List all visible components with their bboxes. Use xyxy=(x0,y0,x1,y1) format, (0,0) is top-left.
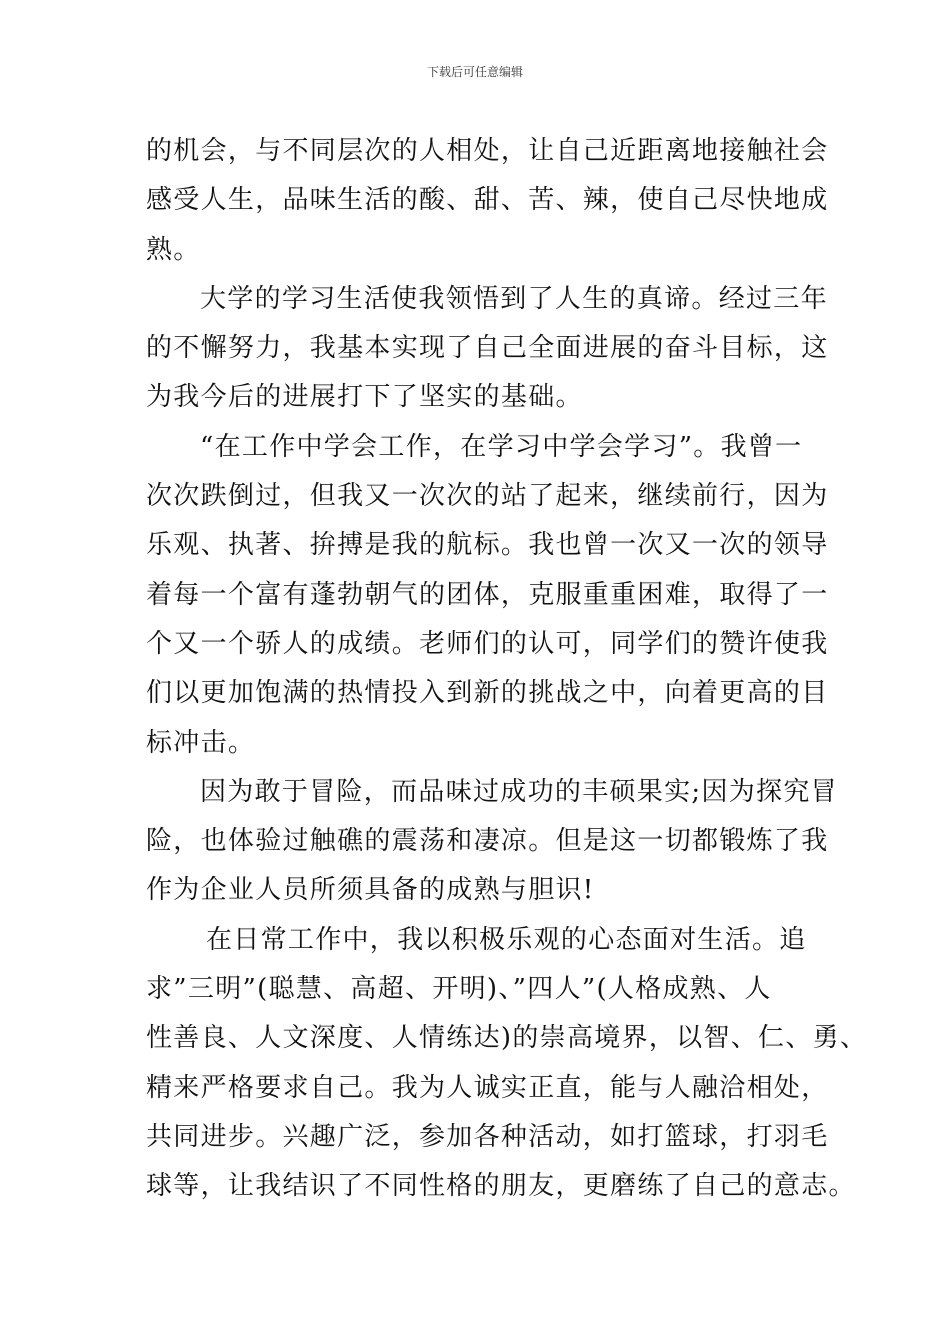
text-line: 们以更加饱满的热情投入到新的挑战之中，向着更高的目 xyxy=(146,678,829,709)
text-line: 共同进步。兴趣广泛，参加各种活动，如打篮球，打羽毛 xyxy=(146,1121,829,1152)
text-line: 为我今后的进展打下了坚实的基础。 xyxy=(146,382,583,413)
page-header: 下载后可任意编辑 xyxy=(426,65,523,79)
text-line: 大学的学习生活使我领悟到了人生的真谛。经过三年 xyxy=(200,283,828,314)
text-line: 险，也体验过触礁的震荡和凄凉。但是这一切都锻炼了我 xyxy=(146,826,829,857)
text-line: 的机会，与不同层次的人相处，让自己近距离地接触社会 xyxy=(146,136,829,166)
text-line: “在工作中学会工作，在学习中学会学习”。我曾一 xyxy=(200,431,803,462)
text-line: 感受人生，品味生活的酸、甜、苦、辣，使自己尽快地成 xyxy=(146,185,829,216)
text-line: 乐观、执著、拚搏是我的航标。我也曾一次又一次的领导 xyxy=(146,530,829,561)
text-line: 熟。 xyxy=(146,234,201,265)
document-body xyxy=(146,127,868,1212)
text-line: 标冲击。 xyxy=(146,727,256,758)
text-line: 作为企业人员所须具备的成熟与胆识! xyxy=(146,875,595,906)
text-line: 因为敢于冒险，而品味过成功的丰硕果实;因为探究冒 xyxy=(200,776,838,807)
text-line: 次次跌倒过，但我又一次次的站了起来，继续前行，因为 xyxy=(146,481,829,512)
text-line: 个又一个骄人的成绩。老师们的认可，同学们的赞许使我 xyxy=(146,628,829,659)
text-line: 求”三明”(聪慧、高超、开明)、”四人”(人格成熟、人 xyxy=(146,974,772,1005)
text-line: 精来严格要求自己。我为人诚实正直，能与人融洽相处， xyxy=(146,1072,829,1103)
text-line: 在日常工作中，我以积极乐观的心态面对生活。追 xyxy=(206,924,807,955)
text-line: 球等，让我结识了不同性格的朋友，更磨练了自己的意志。 xyxy=(146,1171,856,1202)
text-line: 着每一个富有蓬勃朝气的团体，克服重重困难，取得了一 xyxy=(146,579,829,610)
text-line: 的不懈努力，我基本实现了自己全面进展的奋斗目标，这 xyxy=(146,333,829,364)
text-line: 性善良、人文深度、人情练达)的崇高境界，以智、仁、勇、 xyxy=(146,1023,868,1054)
